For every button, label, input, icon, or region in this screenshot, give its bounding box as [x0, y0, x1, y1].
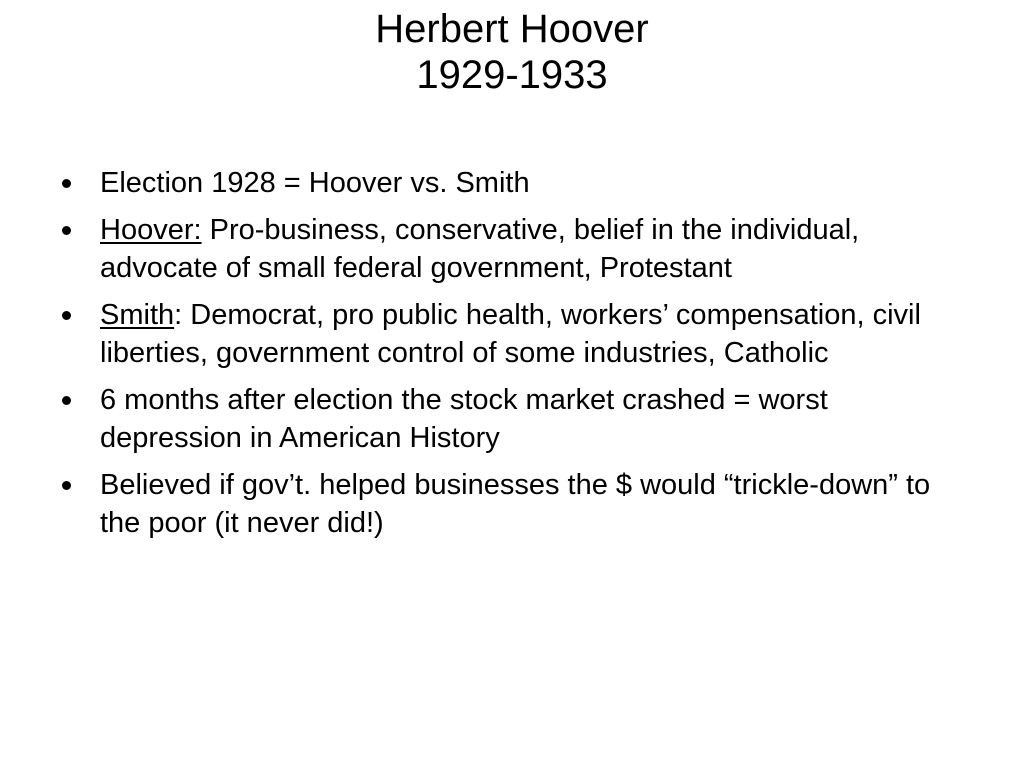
bullet-icon — [62, 179, 71, 188]
title-name: Herbert Hoover — [375, 7, 649, 51]
bullet-list — [56, 164, 956, 551]
bullet-hoover — [56, 211, 956, 287]
bullet-election — [56, 164, 956, 202]
bullet-text: Believed if gov’t. helped businesses the $ would “trickle-down” to the poor (it never did!) — [100, 469, 931, 539]
bullet-icon — [62, 481, 71, 490]
bullet-lead-hoover: Hoover: — [100, 214, 202, 246]
slide-title — [0, 6, 1024, 98]
bullet-icon — [62, 311, 71, 320]
bullet-crash — [56, 381, 956, 457]
bullet-text: 6 months after election the stock market crashed = worst depression in American History — [100, 384, 828, 454]
bullet-lead-smith: Smith — [100, 299, 175, 331]
bullet-text: Pro-business, conservative, belief in the individual, advocate of small federal government, Protestant — [100, 214, 860, 284]
bullet-icon — [62, 396, 71, 405]
bullet-text: Election 1928 = Hoover vs. Smith — [100, 167, 530, 199]
bullet-icon — [62, 226, 71, 235]
bullet-text: : Democrat, pro public health, workers’ compensation, civil liberties, government control of some industries, Catholic — [100, 299, 921, 369]
title-years: 1929-1933 — [416, 53, 608, 97]
bullet-smith — [56, 296, 956, 372]
bullet-trickle-down — [56, 466, 956, 542]
